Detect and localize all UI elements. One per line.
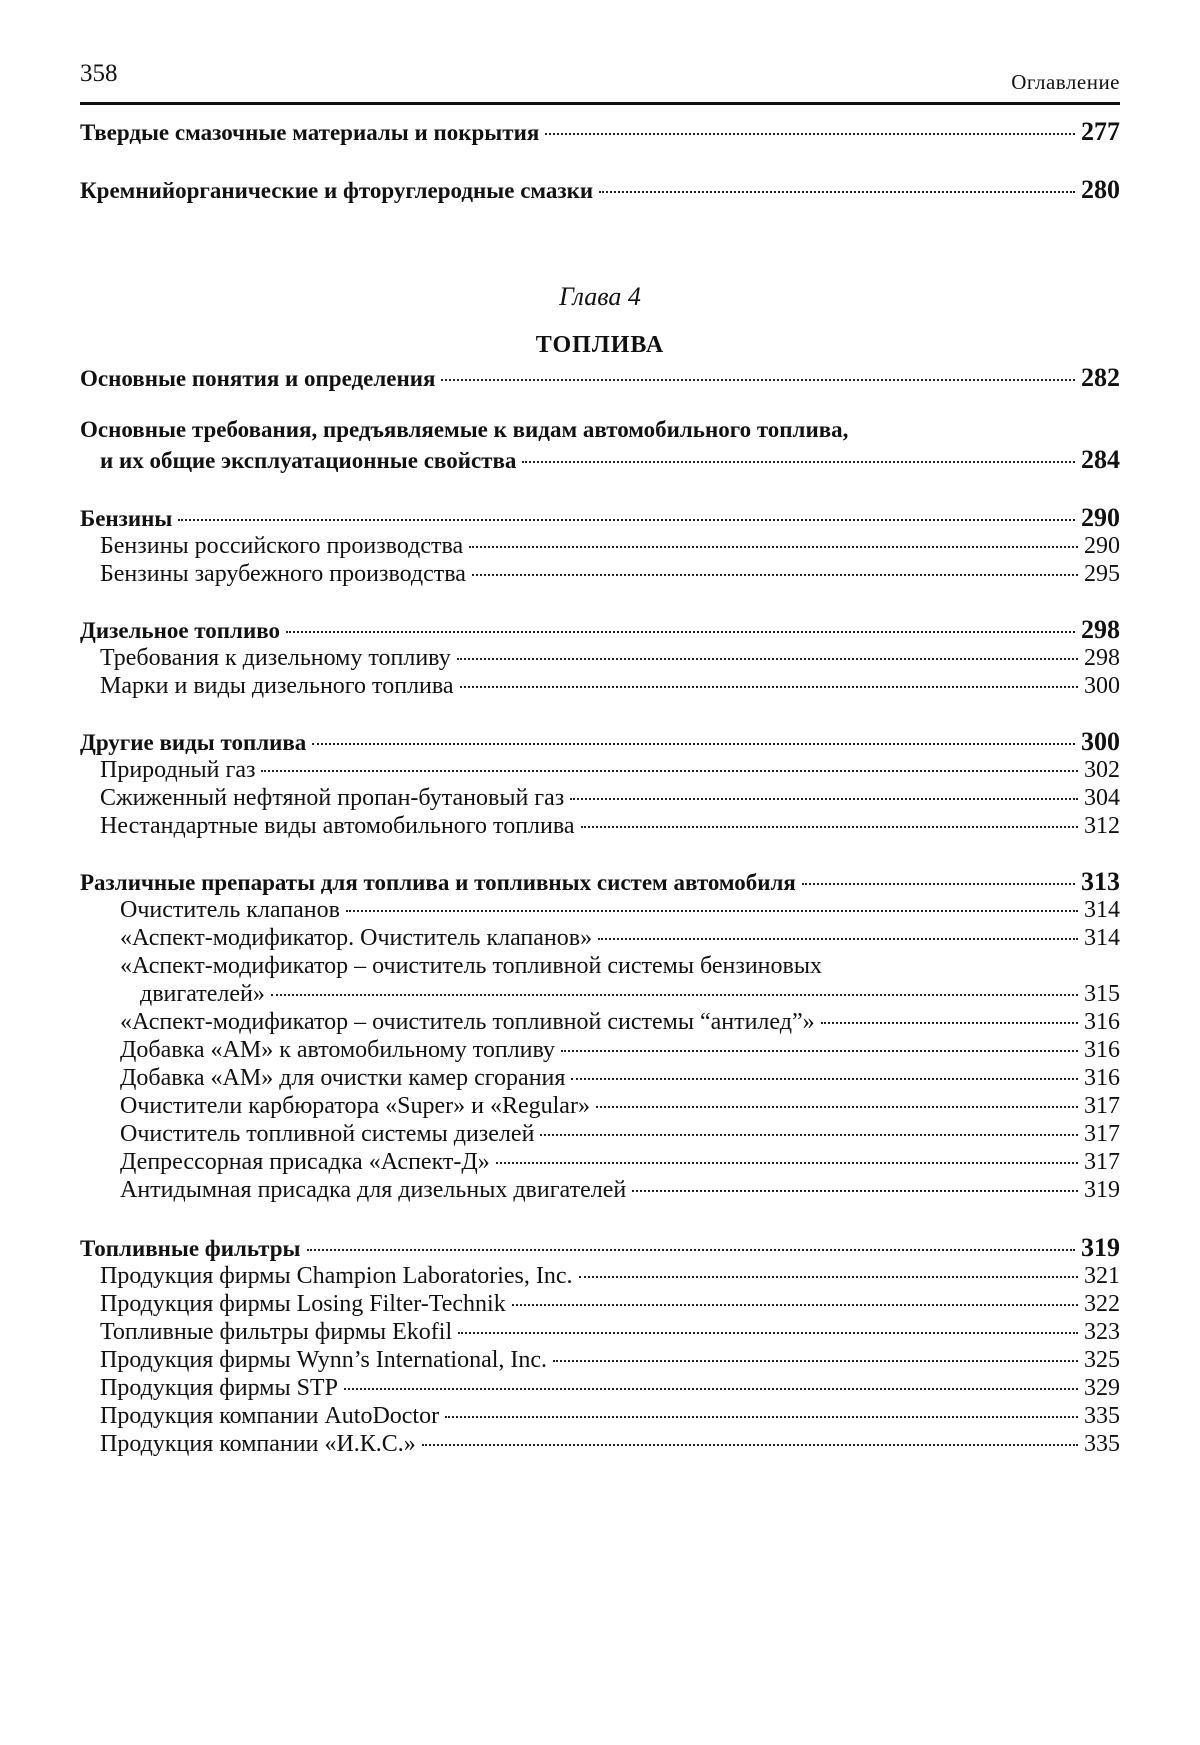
toc-entry-title: Требования к дизельному топливу xyxy=(100,645,451,671)
dot-leader xyxy=(312,743,1075,745)
dot-leader xyxy=(496,1162,1078,1164)
toc-entry-page: 329 xyxy=(1084,1375,1120,1401)
toc-entry-page: 317 xyxy=(1084,1093,1120,1119)
toc-entry[interactable] xyxy=(80,362,1120,395)
toc-entry-title: Бензины российского производства xyxy=(100,533,464,559)
running-title: Оглавление xyxy=(1011,70,1120,94)
toc-entry-page: 277 xyxy=(1081,117,1120,146)
toc-entry-page: 302 xyxy=(1084,757,1120,783)
toc-entry-page: 317 xyxy=(1084,1121,1120,1147)
toc-entry-page: 335 xyxy=(1084,1403,1120,1429)
toc-entry-page: 314 xyxy=(1084,925,1120,951)
toc-entry-page: 322 xyxy=(1084,1291,1120,1317)
toc-entry-page: 316 xyxy=(1084,1065,1120,1091)
toc-entry-page: 312 xyxy=(1084,813,1120,839)
toc-entry-title: Депрессорная присадка «Аспект-Д» xyxy=(120,1149,490,1175)
toc-page xyxy=(80,0,1120,1745)
toc-entry-page: 319 xyxy=(1081,1233,1120,1262)
dot-leader xyxy=(540,1134,1078,1136)
dot-leader xyxy=(460,686,1078,688)
toc-entry[interactable] xyxy=(100,444,1120,477)
dot-leader xyxy=(581,826,1078,828)
toc-entry-title: и их общие эксплуатационные свойства xyxy=(100,448,517,473)
toc-entry-page: 321 xyxy=(1084,1263,1120,1289)
dot-leader xyxy=(457,658,1078,660)
toc-entry-page: 317 xyxy=(1084,1149,1120,1175)
toc-entry-page: 290 xyxy=(1084,533,1120,559)
dot-leader xyxy=(545,133,1075,135)
toc-entry-title: двигателей» xyxy=(140,981,265,1007)
toc-entry-title: Дизельное топливо xyxy=(80,618,280,643)
toc-entry-page: 284 xyxy=(1081,445,1120,474)
toc-entry-page: 335 xyxy=(1084,1431,1120,1457)
toc-entry-title: «Аспект-модификатор. Очиститель клапанов» xyxy=(120,925,593,951)
toc-entry[interactable] xyxy=(100,670,1120,702)
toc-entry[interactable] xyxy=(100,1428,1120,1460)
toc-entry-title: Очиститель клапанов xyxy=(120,897,340,923)
toc-entry-page: 300 xyxy=(1081,727,1120,756)
dot-leader xyxy=(561,1050,1078,1052)
toc-entry-title: Продукция компании AutoDoctor xyxy=(100,1403,440,1429)
toc-entry-page: 313 xyxy=(1081,867,1120,896)
toc-entry[interactable] xyxy=(100,810,1120,842)
toc-entry-title: Твердые смазочные материалы и покрытия xyxy=(80,120,540,145)
dot-leader xyxy=(821,1022,1078,1024)
toc-entry-title: Добавка «АМ» для очистки камер сгорания xyxy=(120,1065,566,1091)
toc-entry[interactable] xyxy=(120,1174,1120,1206)
dot-leader xyxy=(512,1304,1078,1306)
dot-leader xyxy=(445,1416,1078,1418)
toc-entry-page: 316 xyxy=(1084,1009,1120,1035)
toc-entry-title: Кремнийорганические и фторуглеродные смазки xyxy=(80,178,594,203)
dot-leader xyxy=(472,574,1078,576)
toc-entry-title: Очистители карбюратора «Super» и «Regular» xyxy=(120,1093,590,1119)
toc-entry-title: Продукция фирмы Champion Laboratories, Inc. xyxy=(100,1263,573,1289)
toc-entry-title: Продукция компании «И.К.С.» xyxy=(100,1431,416,1457)
toc-entry[interactable] xyxy=(80,174,1120,207)
toc-entry-title: Основные понятия и определения xyxy=(80,366,436,391)
dot-leader xyxy=(522,461,1075,463)
dot-leader xyxy=(344,1388,1078,1390)
toc-entry-title: Добавка «АМ» к автомобильному топливу xyxy=(120,1037,556,1063)
dot-leader xyxy=(261,770,1078,772)
toc-entry-page: 300 xyxy=(1084,673,1120,699)
dot-leader xyxy=(307,1249,1076,1251)
dot-leader xyxy=(579,1276,1079,1278)
dot-leader xyxy=(422,1444,1078,1446)
toc-entry-title: Очиститель топливной системы дизелей xyxy=(120,1121,535,1147)
toc-entry[interactable] xyxy=(100,558,1120,590)
toc-entry-page: 304 xyxy=(1084,785,1120,811)
chapter-title: ТОПЛИВА xyxy=(535,332,665,358)
toc-entry-title: Продукция фирмы Wynn’s International, Inc. xyxy=(100,1347,548,1373)
toc-entry-title: Бензины xyxy=(80,506,173,531)
dot-leader xyxy=(458,1332,1078,1334)
dot-leader xyxy=(571,1078,1078,1080)
toc-entry-page: 298 xyxy=(1084,645,1120,671)
toc-entry-title: Природный газ xyxy=(100,757,256,783)
toc-entry-page: 282 xyxy=(1081,363,1120,392)
toc-entry-title: Продукция фирмы STP xyxy=(100,1375,338,1401)
toc-entry-title: Продукция фирмы Losing Filter-Technik xyxy=(100,1291,506,1317)
toc-entry-title: Другие виды топлива xyxy=(80,730,307,755)
toc-entry-title: Марки и виды дизельного топлива xyxy=(100,673,454,699)
toc-entry-page: 314 xyxy=(1084,897,1120,923)
running-head xyxy=(80,52,1120,105)
dot-leader xyxy=(271,994,1078,996)
dot-leader xyxy=(599,191,1075,193)
toc-entry-title: Сжиженный нефтяной пропан-бутановый газ xyxy=(100,785,565,811)
dot-leader xyxy=(469,546,1078,548)
toc-entry-title-line: Основные требования, предъявляемые к видам автомобильного топлива, xyxy=(80,417,849,442)
toc-entry-page: 325 xyxy=(1084,1347,1120,1373)
toc-entry-title: «Аспект-модификатор – очиститель топливной системы “антилед”» xyxy=(120,1009,815,1035)
dot-leader xyxy=(596,1106,1078,1108)
toc-entry-title: Топливные фильтры xyxy=(80,1236,301,1261)
toc-entry-page: 316 xyxy=(1084,1037,1120,1063)
dot-leader xyxy=(553,1360,1078,1362)
dot-leader xyxy=(286,631,1075,633)
dot-leader xyxy=(178,519,1075,521)
dot-leader xyxy=(802,883,1075,885)
dot-leader xyxy=(441,379,1075,381)
chapter-label: Глава 4 xyxy=(559,282,641,311)
toc-entry-title: Топливные фильтры фирмы Ekofil xyxy=(100,1319,453,1345)
toc-entry-page: 295 xyxy=(1084,561,1120,587)
toc-entry-page: 290 xyxy=(1081,503,1120,532)
dot-leader xyxy=(570,798,1078,800)
toc-entry-title: Бензины зарубежного производства xyxy=(100,561,466,587)
dot-leader xyxy=(598,938,1078,940)
toc-entry-page: 315 xyxy=(1084,981,1120,1007)
toc-entry-title: Нестандартные виды автомобильного топлива xyxy=(100,813,575,839)
toc-entry-title: Антидымная присадка для дизельных двигателей xyxy=(120,1177,627,1203)
toc-entry-title: Различные препараты для топлива и топливных систем автомобиля xyxy=(80,870,796,895)
dot-leader xyxy=(632,1190,1078,1192)
toc-entry-page: 298 xyxy=(1081,615,1120,644)
toc-entry-title-line: «Аспект-модификатор – очиститель топливной системы бензиновых xyxy=(120,953,822,979)
page-number: 358 xyxy=(80,60,118,87)
dot-leader xyxy=(346,910,1078,912)
toc-entry-page: 280 xyxy=(1081,175,1120,204)
toc-entry-page: 323 xyxy=(1084,1319,1120,1345)
toc-entry-page: 319 xyxy=(1084,1177,1120,1203)
toc-entry[interactable] xyxy=(80,116,1120,149)
